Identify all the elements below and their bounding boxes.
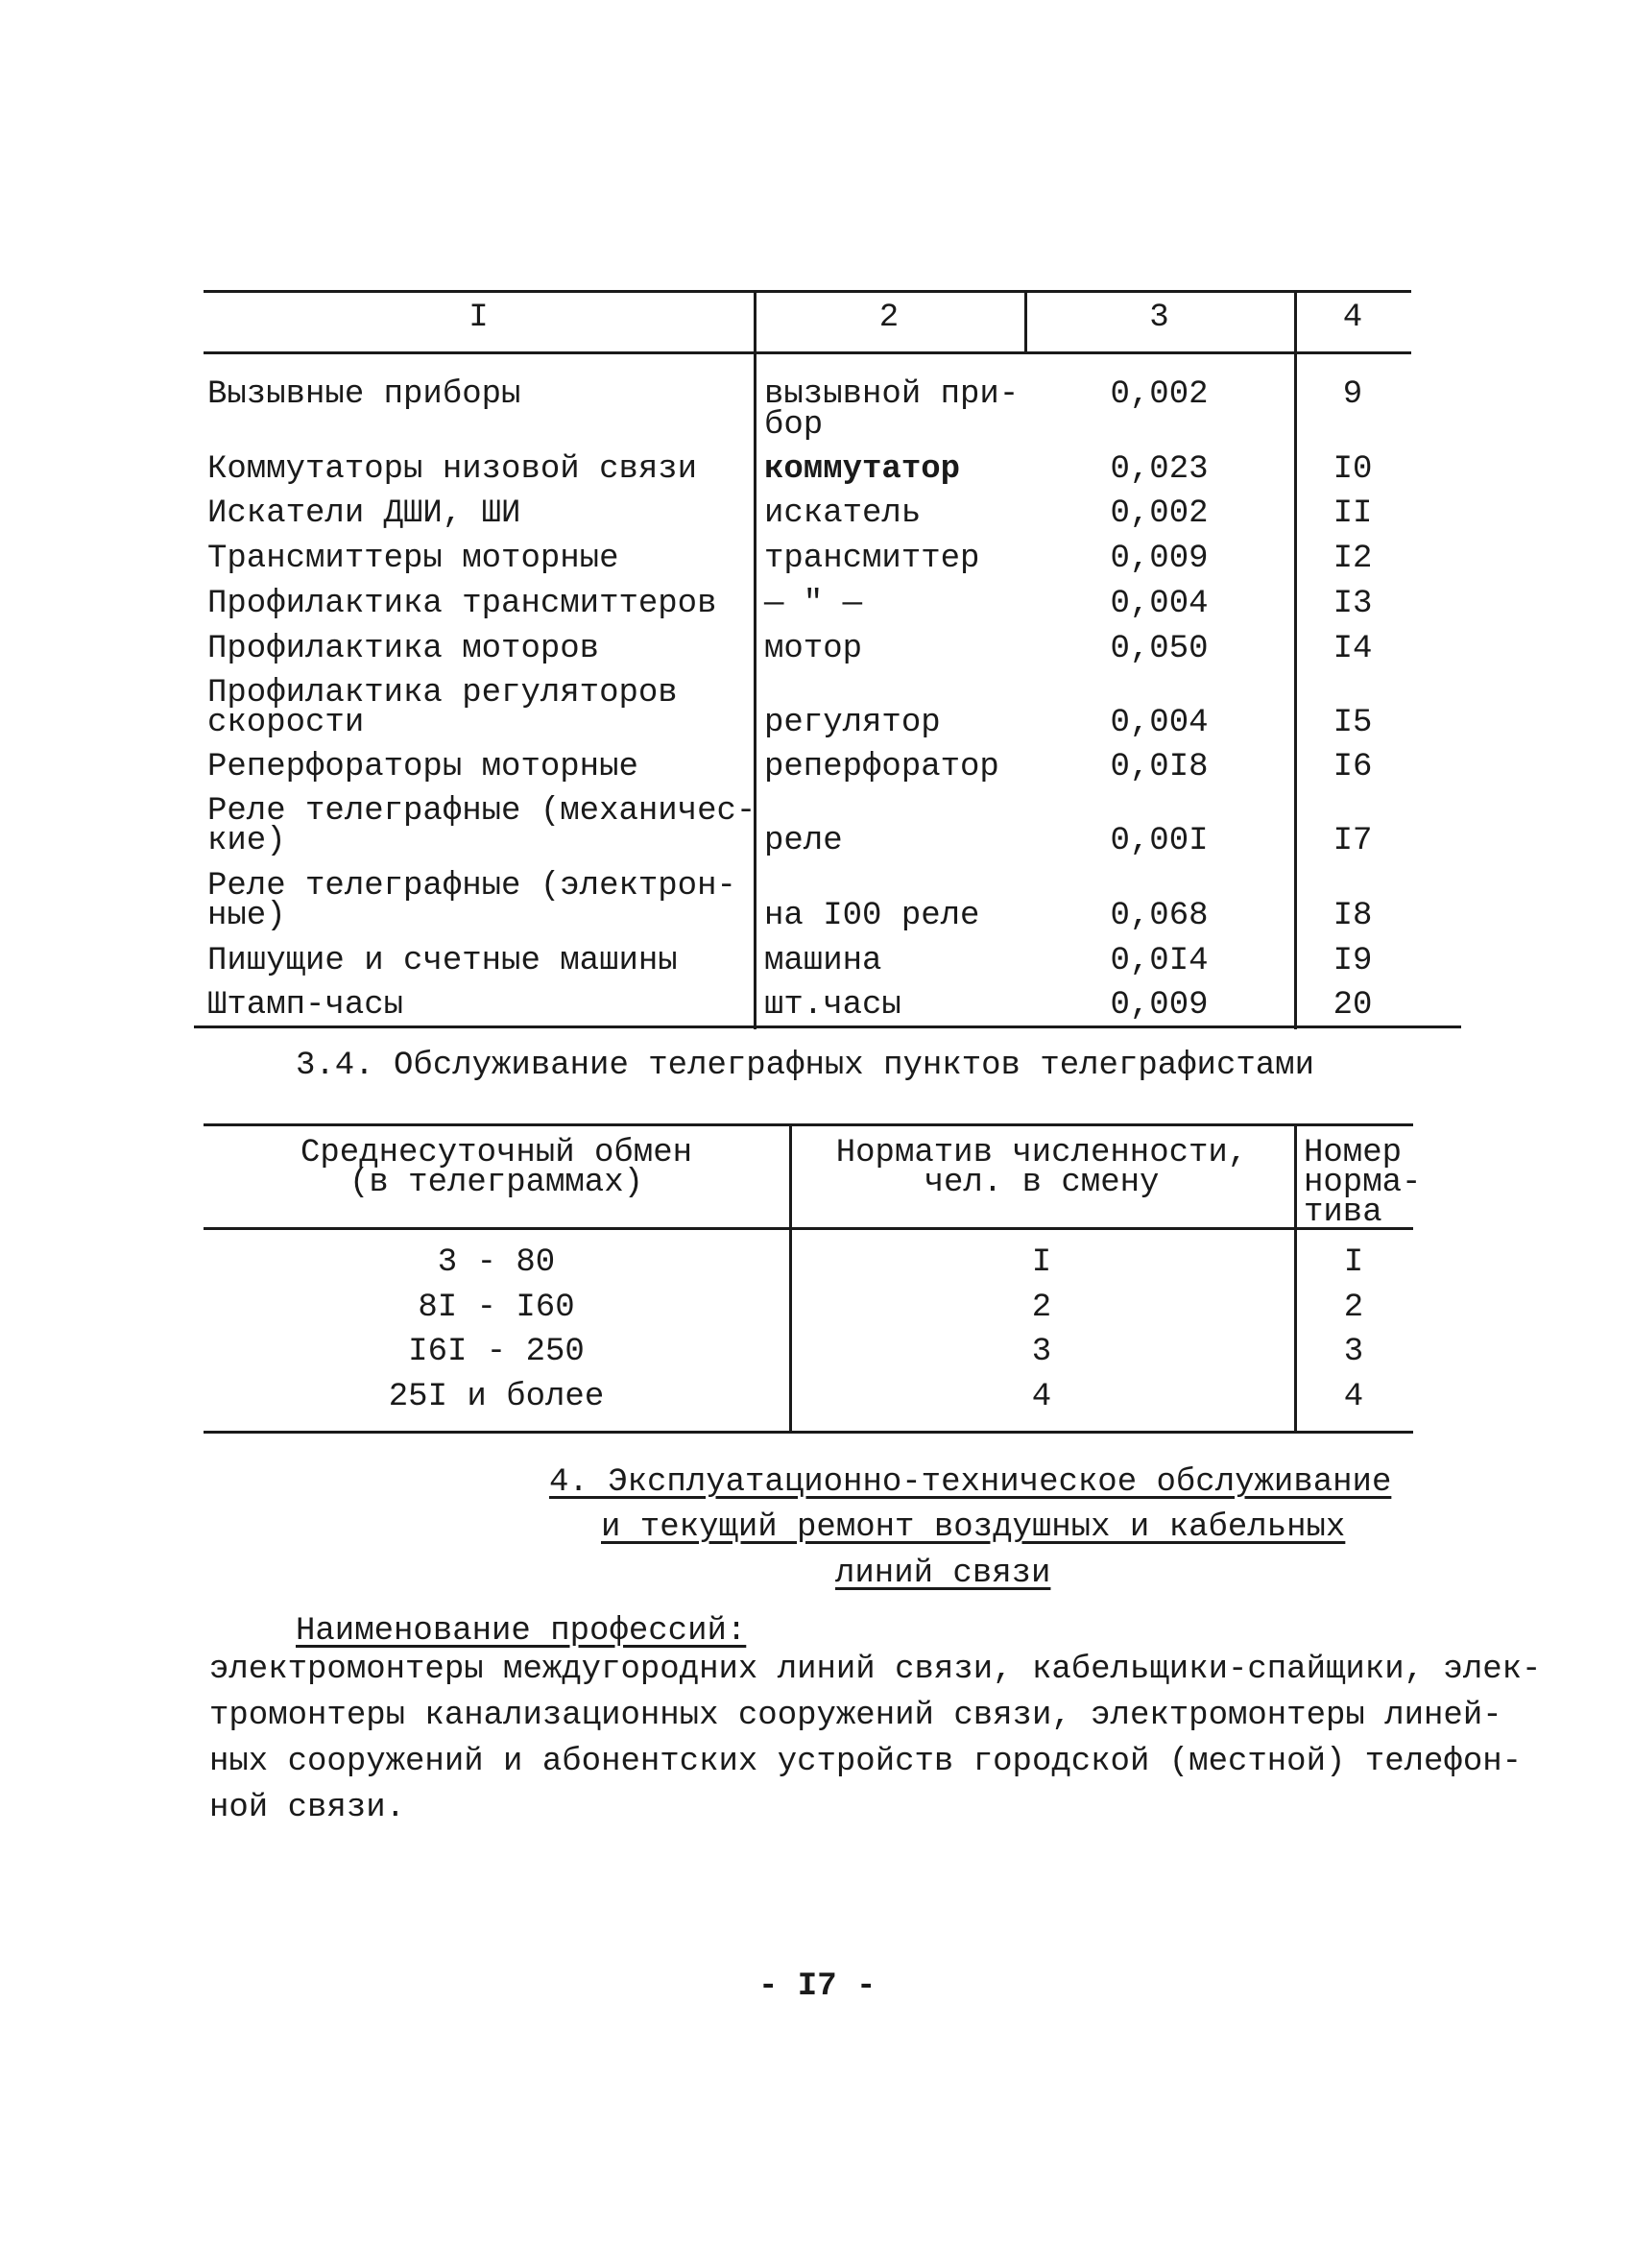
page-number: - I7 - bbox=[758, 1968, 877, 2005]
table-header-col3: 3 bbox=[1149, 300, 1169, 336]
table-cell-name: Реле телеграфные (электрон- bbox=[207, 868, 736, 905]
section-heading-line: и текущий ремонт воздушных и кабельных bbox=[601, 1509, 1346, 1546]
table-cell-value: 0,023 bbox=[1110, 451, 1209, 488]
table-cell-value: 0,004 bbox=[1110, 586, 1209, 622]
table-header-col3: тива bbox=[1304, 1194, 1382, 1231]
table-cell-number: I4 bbox=[1333, 631, 1373, 667]
table-cell-name: Реле телеграфные (механичес- bbox=[207, 793, 756, 830]
table-cell-norm: 4 bbox=[1031, 1379, 1052, 1415]
paragraph-line: ных сооружений и абонентских устройств городской (местной) телефон- bbox=[209, 1744, 1523, 1780]
paragraph-line: тромонтеры канализационных сооружений связи, электромонтеры линей- bbox=[209, 1698, 1502, 1734]
table-cell-unit: реперфоратор bbox=[764, 749, 999, 785]
table-rule-bottom bbox=[204, 1431, 1413, 1434]
table-cell-name: Профилактика моторов bbox=[207, 631, 600, 667]
table-cell-unit: бор bbox=[764, 407, 824, 444]
table-cell-unit: — " — bbox=[764, 586, 863, 622]
table-header-col1: I bbox=[468, 300, 489, 336]
table-cell-unit: реле bbox=[764, 823, 843, 859]
table-cell-number: I9 bbox=[1333, 943, 1373, 979]
table-cell-number: 9 bbox=[1342, 376, 1363, 413]
table-cell-value: 0,0I4 bbox=[1110, 943, 1209, 979]
table-header-col2: Норматив численности, bbox=[835, 1135, 1248, 1171]
section-heading-line: линий связи bbox=[835, 1556, 1051, 1592]
section-heading-line: 4. Эксплуатационно-техническое обслуживание bbox=[549, 1464, 1392, 1501]
table-rule-header bbox=[204, 1227, 1413, 1230]
table-cell-value: 0,0I8 bbox=[1110, 749, 1209, 785]
table-cell-range: 3 - 80 bbox=[437, 1244, 556, 1281]
table-cell-number: I3 bbox=[1333, 586, 1373, 622]
table-cell-number: I7 bbox=[1333, 823, 1373, 859]
table-cell-name: Коммутаторы низовой связи bbox=[207, 451, 698, 488]
table-rule-top bbox=[204, 290, 1411, 293]
table-header-col2: чел. в смену bbox=[924, 1165, 1160, 1201]
table-cell-name: Штамп-часы bbox=[207, 987, 404, 1024]
norms-table-operators bbox=[204, 1123, 1422, 1440]
table-cell-range: I6I - 250 bbox=[408, 1334, 585, 1370]
table-cell-name: ные) bbox=[207, 898, 286, 934]
table-cell-unit: регулятор bbox=[764, 705, 941, 741]
table-header-col3: Номер bbox=[1304, 1135, 1403, 1171]
table-cell-range: 8I - I60 bbox=[418, 1290, 575, 1326]
table-cell-value: 0,002 bbox=[1110, 495, 1209, 532]
table-header-col4: 4 bbox=[1342, 300, 1363, 336]
table-cell-value: 0,068 bbox=[1110, 898, 1209, 934]
table-cell-value: 0,002 bbox=[1110, 376, 1209, 413]
table-cell-unit: вызывной при- bbox=[764, 376, 1020, 413]
table-cell-unit: на I00 реле bbox=[764, 898, 980, 934]
table-header-col2: 2 bbox=[878, 300, 900, 336]
table-cell-number: 4 bbox=[1343, 1379, 1364, 1415]
table-cell-range: 25I и более bbox=[388, 1379, 605, 1415]
table-cell-number: 3 bbox=[1343, 1334, 1364, 1370]
table-rule-header bbox=[204, 351, 1411, 354]
table-cell-name: Вызывные приборы bbox=[207, 376, 521, 413]
table-header-col1: (в телеграммах) bbox=[348, 1165, 644, 1201]
table-header-col1: Среднесуточный обмен bbox=[300, 1135, 693, 1171]
table-cell-value: 0,009 bbox=[1110, 541, 1209, 577]
table-cell-name: Профилактика регуляторов bbox=[207, 675, 678, 712]
table-cell-unit: трансмиттер bbox=[764, 541, 980, 577]
table-cell-value: 0,009 bbox=[1110, 987, 1209, 1024]
table-cell-number: I5 bbox=[1333, 705, 1373, 741]
table-cell-number: 2 bbox=[1343, 1290, 1364, 1326]
professions-label: Наименование профессий: bbox=[296, 1613, 747, 1650]
paragraph-line: ной связи. bbox=[209, 1790, 406, 1826]
table-cell-value: 0,004 bbox=[1110, 705, 1209, 741]
table-cell-norm: 2 bbox=[1031, 1290, 1052, 1326]
table-rule-bottom bbox=[194, 1025, 1461, 1028]
table-cell-number: I8 bbox=[1333, 898, 1373, 934]
table-cell-name: скорости bbox=[207, 705, 365, 741]
table-cell-norm: 3 bbox=[1031, 1334, 1052, 1370]
table-cell-norm: I bbox=[1031, 1244, 1052, 1281]
table-cell-name: Реперфораторы моторные bbox=[207, 749, 638, 785]
table-rule-top bbox=[204, 1123, 1413, 1126]
table-cell-number: I6 bbox=[1333, 749, 1373, 785]
table-cell-number: I bbox=[1343, 1244, 1364, 1281]
table-cell-unit: мотор bbox=[764, 631, 863, 667]
table-cell-unit: машина bbox=[764, 943, 882, 979]
table-cell-number: 20 bbox=[1333, 987, 1373, 1024]
table-cell-value: 0,050 bbox=[1110, 631, 1209, 667]
table-cell-name: кие) bbox=[207, 823, 286, 859]
paragraph-line: электромонтеры междугородних линий связи, кабельщики-спайщики, элек- bbox=[209, 1652, 1542, 1688]
table-cell-unit: коммутатор bbox=[764, 451, 961, 488]
table-cell-name: Искатели ДШИ, ШИ bbox=[207, 495, 521, 532]
table-header-col3: норма- bbox=[1304, 1165, 1422, 1201]
table-cell-number: I0 bbox=[1333, 451, 1373, 488]
table-cell-value: 0,00I bbox=[1110, 823, 1209, 859]
table-cell-unit: искатель bbox=[764, 495, 922, 532]
table-cell-number: I2 bbox=[1333, 541, 1373, 577]
table-cell-unit: шт.часы bbox=[764, 987, 901, 1024]
table-cell-number: II bbox=[1333, 495, 1373, 532]
section-caption: 3.4. Обслуживание телеграфных пунктов телеграфистами bbox=[296, 1048, 1314, 1084]
table-cell-name: Трансмиттеры моторные bbox=[207, 541, 619, 577]
table-divider bbox=[754, 290, 756, 1029]
table-cell-name: Пишущие и счетные машины bbox=[207, 943, 678, 979]
table-cell-name: Профилактика трансмиттеров bbox=[207, 586, 717, 622]
